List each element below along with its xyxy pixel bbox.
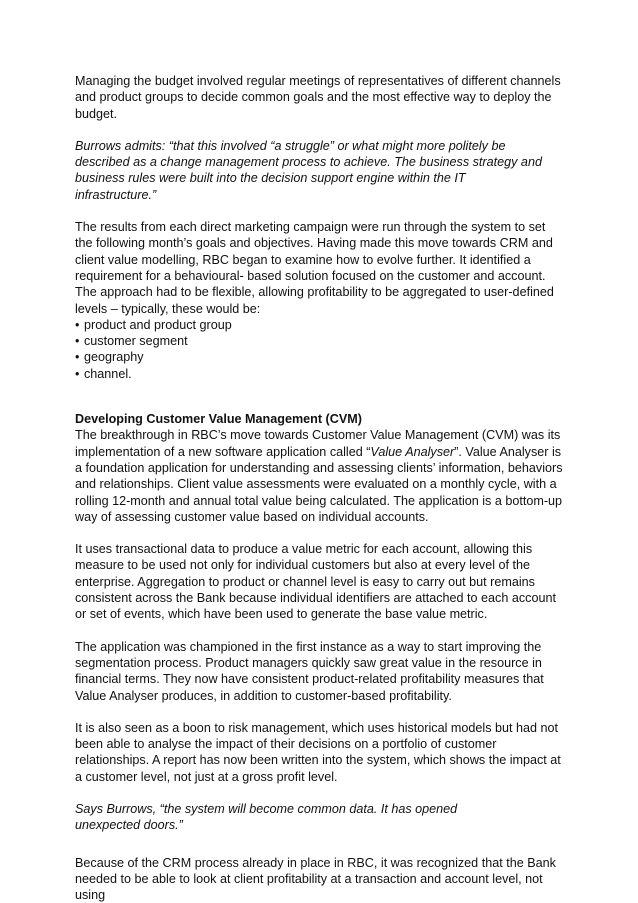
paragraph-transactional-data: It uses transactional data to produce a value metric for each account, allowing this measure to be used not only for individual customers but also at every level of the enterprise. Aggregation to product or channel level is easy to carry out but remains consistent across the Bank because individual identifiers are attached to each account or set of events, which have been used to generate the base value metric. — [75, 542, 556, 622]
quote-burrows-common-data: Says Burrows, “the system will become common data. It has opened unexpected doors.” — [75, 801, 458, 833]
section-heading-cvm: Developing Customer Value Management (CVM) — [75, 412, 362, 427]
paragraph-campaign-results: The results from each direct marketing campaign were run through the system to set the following month’s goals and objectives. Having made this move towards CRM and client value modelling, RBC began to examine how to evolve further. It identified a requirement for a behavioural- based solution focused on the customer and account. The approach had to be flexible, allowing profitability to be aggregated to user-defined levels – typically, these would be: — [75, 220, 554, 316]
list-item: • customer segment — [75, 334, 188, 349]
paragraph-cvm-breakthrough: The breakthrough in RBC’s move towards Customer Value Management (CVM) was its implementation of a new software application called “Value Analyser”. Value Analyser is a foundation application for understanding and assessing clients’ information, behaviors and relationships. Client value assessments were evaluated on a monthly cycle, with a rolling 12-month and annual total value being calculated. The application is a bottom-up way of assessing customer value based on individual accounts. — [75, 428, 563, 524]
bullet-icon: • — [75, 317, 80, 332]
list-item: • channel. — [75, 366, 132, 381]
bullet-list-levels — [75, 317, 598, 382]
paragraph-segmentation: The application was championed in the first instance as a way to start improving the segmentation process. Product managers quickly saw great value in the resource in financial terms. They now have consistent product-related profitability measures that Value Analyser produces, in addition to customer-based profitability. — [75, 639, 544, 703]
paragraph-risk-management: It is also seen as a boon to risk management, which uses historical models but had not been able to analyse the impact of their decisions on a portfolio of customer relationships. A report has now been written into the system, which shows the impact at a customer level, not just at a gross profit level. — [75, 720, 561, 784]
paragraph-crm-process: Because of the CRM process already in place in RBC, it was recognized that the Bank needed to be able to look at client profitability at a transaction and account level, not using — [75, 855, 556, 903]
list-item: • geography — [75, 350, 144, 365]
bullet-icon: • — [75, 334, 80, 349]
quote-burrows-struggle: Burrows admits: “that this involved “a struggle” or what might more politely be described as a change management process to achieve. The business strategy and business rules were built into the decision support engine within the IT infrastructure.” — [75, 138, 542, 202]
bullet-icon: • — [75, 350, 80, 365]
list-item: • product and product group — [75, 317, 232, 332]
paragraph-budget: Managing the budget involved regular meetings of representatives of different channels and product groups to decide common goals and the most effective way to deploy the budget. — [75, 74, 561, 121]
product-name-value-analyser: Value Analyser — [370, 444, 455, 459]
bullet-icon: • — [75, 366, 80, 381]
